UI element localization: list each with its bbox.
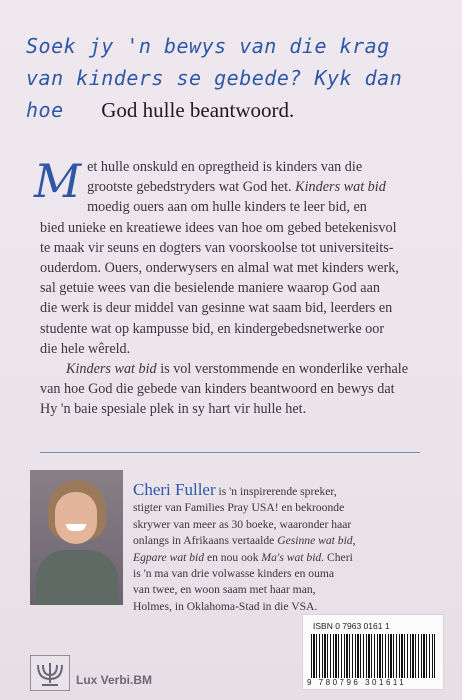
author-bio-text: en nou ook — [206, 550, 259, 564]
author-bio-line — [133, 533, 443, 549]
paragraph-2-line: van hoe God die gebede van kinders beantwoord en bewys dat — [40, 381, 395, 398]
author-bio-line: is 'n ma van drie volwasse kinders en ouma — [133, 567, 335, 581]
paragraph-line: ouderdom. Ouers, onderwysers en almal wat met kinders werk, — [40, 260, 399, 277]
paragraph-2-line — [40, 359, 436, 379]
barcode-bars — [311, 634, 435, 678]
paragraph-line: te maak vir seuns en dogters van voorskoolse tot universiteits- — [40, 239, 394, 256]
author-bio-line — [133, 482, 443, 500]
paragraph-line-text: is vol verstommende en wonderlike verhale — [160, 361, 409, 378]
section-divider — [40, 452, 420, 453]
paragraph-line: studente wat op kampusse bid, en kindergebedsnetwerke oor — [40, 320, 385, 337]
author-photo — [30, 470, 123, 605]
book-title-inline: Gesinne wat bid, — [277, 534, 356, 548]
book-title-inline: Kinders wat bid — [295, 179, 386, 196]
paragraph-line: moedig ouers aan om hulle kinders te leer bid, en — [87, 199, 367, 216]
headline-line-3 — [26, 94, 446, 126]
book-title-inline: Ma's wat bid. — [261, 550, 325, 564]
paragraph-2-line: Hy 'n baie spesiale plek in sy hart vir hulle het. — [40, 401, 307, 418]
paragraph-line: et hulle onskuld en opregtheid is kinders van die — [87, 159, 363, 175]
isbn-text: ISBN 0 7963 0161 1 — [313, 621, 390, 631]
author-bio-line: Holmes, in Oklahoma-Stad in die VSA. — [133, 599, 318, 613]
paragraph-line — [40, 177, 436, 197]
headline-line-1: Soek jy 'n bewys van die krag — [26, 34, 390, 58]
author-bio-line: van twee, en woon saam met haar man, — [133, 583, 316, 597]
menorah-logo-icon — [30, 655, 70, 691]
book-title-inline: Egpare wat bid — [133, 550, 205, 564]
description-body — [34, 154, 436, 420]
paragraph-line-text: grootste gebedstryders wat God het. — [87, 179, 292, 196]
headline-line-3-print: God hulle beantwoord. — [101, 98, 295, 122]
author-name: Cheri Fuller — [133, 480, 216, 499]
barcode-label — [302, 614, 444, 690]
author-body-shape — [36, 550, 118, 605]
author-bio-line: stigter van Families Pray USA! en bekroonde — [133, 501, 345, 515]
book-title-inline: Kinders wat bid — [66, 361, 157, 378]
author-face-shape — [55, 492, 97, 544]
author-bio-line — [133, 550, 443, 566]
author-bio-text: is 'n inspirerende spreker, — [218, 485, 337, 498]
paragraph-line: bied unieke en kreatiewe idees van hoe om gebed betekenisvol — [40, 219, 397, 236]
paragraph-line: die werk is deur middel van gesinne wat saam bid, leerders en — [40, 300, 393, 317]
drop-cap: M — [34, 154, 82, 208]
author-bio-line: skrywer van meer as 30 boeke, waaronder haar — [133, 517, 352, 531]
publisher-mark — [30, 655, 230, 691]
paragraph-line: sal getuie wees van die besielende maniere waarop God aan — [40, 280, 380, 297]
publisher-name: Lux Verbi.BM — [76, 673, 153, 687]
headline-line-3-hand: hoe — [26, 98, 64, 122]
author-bio-text: onlangs in Afrikaans vertaalde — [133, 534, 275, 548]
handwritten-headline — [26, 30, 446, 126]
barcode-digits: 9 780796 301611 — [307, 678, 407, 687]
headline-line-2: van kinders se gebede? Kyk dan — [26, 66, 403, 90]
author-bio — [133, 482, 443, 615]
author-bio-text: Cheri — [327, 550, 353, 564]
paragraph-line: die hele wêreld. — [40, 340, 131, 357]
